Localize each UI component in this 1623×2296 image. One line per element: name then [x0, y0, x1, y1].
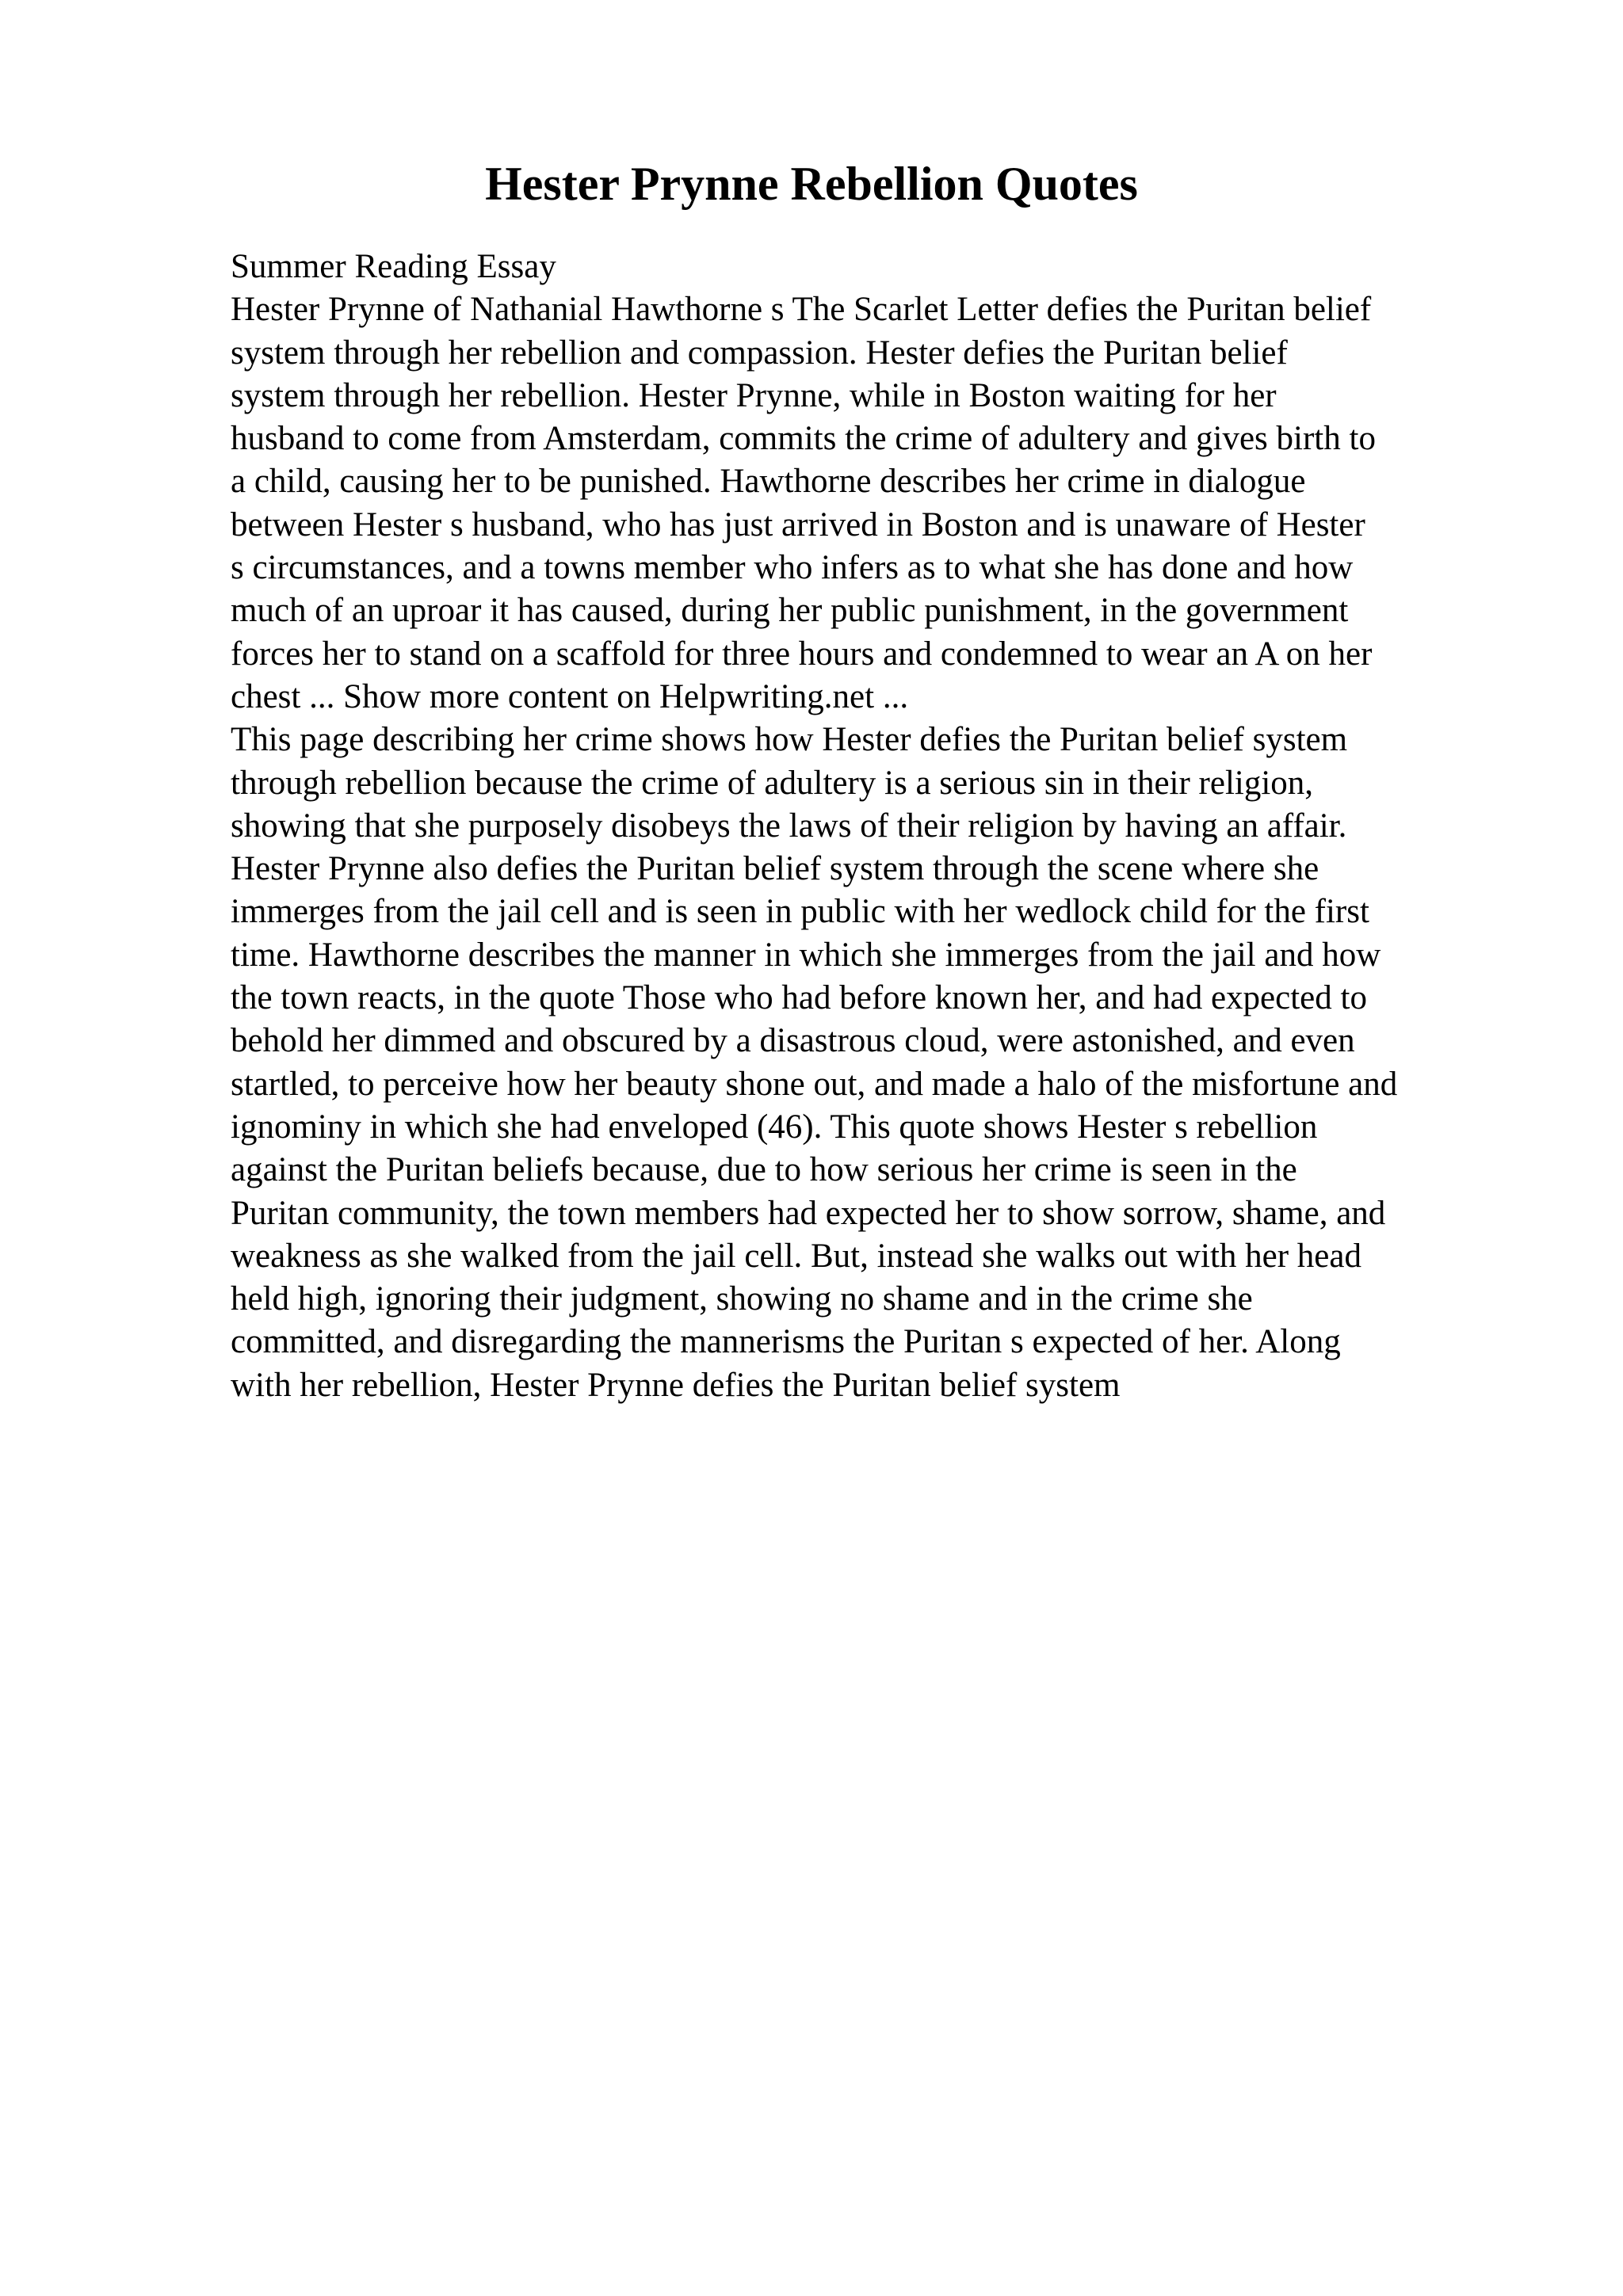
text-line: held high, ignoring their judgment, showing no shame and in the crime she: [231, 1280, 1253, 1318]
essay-body: [231, 246, 1530, 1407]
text-line: system through her rebellion and compassion. Hester defies the Puritan belief: [231, 334, 1288, 372]
text-line: This page describing her crime shows how Hester defies the Puritan belief system: [231, 721, 1348, 759]
text-line: against the Puritan beliefs because, due to how serious her crime is seen in the: [231, 1151, 1297, 1189]
text-line: showing that she purposely disobeys the laws of their religion by having an affair.: [231, 807, 1347, 845]
text-line: committed, and disregarding the mannerisms the Puritan s expected of her. Along: [231, 1323, 1341, 1361]
text-line: Puritan community, the town members had expected her to show sorrow, shame, and: [231, 1194, 1386, 1232]
text-line: Hester Prynne of Nathanial Hawthorne s The Scarlet Letter defies the Puritan belief: [231, 291, 1372, 329]
text-line: system through her rebellion. Hester Prynne, while in Boston waiting for her: [231, 376, 1277, 414]
text-line: forces her to stand on a scaffold for three hours and condemned to wear an A on her: [231, 635, 1373, 673]
text-line: s circumstances, and a towns member who infers as to what she has done and how: [231, 549, 1354, 587]
text-line: with her rebellion, Hester Prynne defies the Puritan belief system: [231, 1366, 1121, 1404]
text-line: the town reacts, in the quote Those who had before known her, and had expected to: [231, 979, 1367, 1017]
text-line: a child, causing her to be punished. Hawthorne describes her crime in dialogue: [231, 463, 1306, 501]
text-line: husband to come from Amsterdam, commits the crime of adultery and gives birth to: [231, 420, 1376, 458]
text-line: startled, to perceive how her beauty shone out, and made a halo of the misfortune and: [231, 1065, 1398, 1103]
text-line: much of an uproar it has caused, during her public punishment, in the government: [231, 592, 1349, 630]
text-line: behold her dimmed and obscured by a disastrous cloud, were astonished, and even: [231, 1022, 1355, 1060]
text-line: through rebellion because the crime of adultery is a serious sin in their religion,: [231, 764, 1314, 802]
text-line: time. Hawthorne describes the manner in which she immerges from the jail and how: [231, 936, 1381, 974]
text-line: ignominy in which she had enveloped (46). This quote shows Hester s rebellion: [231, 1108, 1318, 1146]
text-line: immerges from the jail cell and is seen in public with her wedlock child for the first: [231, 893, 1369, 931]
text-line: chest ... Show more content on Helpwriting.net ...: [231, 677, 909, 715]
text-line: between Hester s husband, who has just arrived in Boston and is unaware of Hester: [231, 505, 1365, 543]
text-line: Hester Prynne also defies the Puritan belief system through the scene where she: [231, 850, 1319, 888]
document-title: Hester Prynne Rebellion Quotes: [485, 158, 1138, 210]
text-line: weakness as she walked from the jail cell. But, instead she walks out with her head: [231, 1237, 1361, 1275]
text-line: Summer Reading Essay: [231, 248, 556, 285]
